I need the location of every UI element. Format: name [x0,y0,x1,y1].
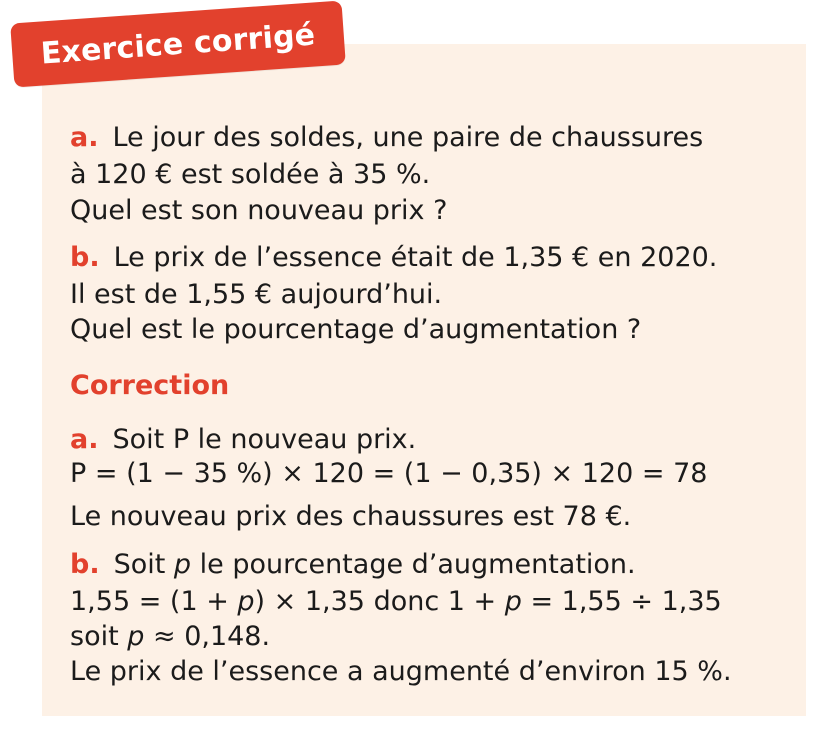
variable-p: p [237,586,255,617]
correction-a-conclusion: Le nouveau prix des chaussures est 78 €. [70,501,632,532]
exercise-a-text-1: Le jour des soldes, une paire de chaussures [112,122,704,153]
exercise-tag-label: Exercice corrigé [39,16,317,72]
exercise-b-label: b. [70,242,100,273]
variable-p: p [173,549,192,580]
correction-b-approx [70,620,270,654]
exercise-a-line-1 [70,121,703,155]
correction-b-approx-pre: soit [70,621,128,652]
correction-b-eq-part-3: = 1,55 ÷ 1,35 [521,586,722,617]
correction-b-equation [70,585,722,619]
correction-b-label: b. [70,549,100,580]
correction-a-label: a. [70,424,99,455]
variable-p: p [504,586,522,617]
exercise-b-line-2: Il est de 1,55 € aujourd’hui. [70,279,443,310]
exercise-b-line-1 [70,241,717,275]
correction-b-conclusion: Le prix de l’essence a augmenté d’environ 15 %. [70,656,732,687]
correction-a-line-1 [70,423,416,457]
correction-b-text-1a: Soit [113,549,174,580]
correction-b-eq-part-1: 1,55 = (1 + [70,586,238,617]
exercise-b-line-3: Quel est le pourcentage d’augmentation ? [70,314,642,345]
exercise-b-text-1: Le prix de l’essence était de 1,35 € en 2020. [113,242,718,273]
correction-b-approx-post: ≈ 0,148. [144,621,271,652]
exercise-a-line-3: Quel est son nouveau prix ? [70,195,448,226]
exercise-a-line-2: à 120 € est soldée à 35 %. [70,159,431,190]
exercise-a-label: a. [70,122,99,153]
correction-a-text-1: Soit P le nouveau prix. [112,424,417,455]
correction-a-equation: P = (1 − 35 %) × 120 = (1 − 0,35) × 120 = 78 [70,458,708,489]
correction-heading: Correction [70,370,230,401]
variable-p: p [127,621,145,652]
correction-b-text-1b: le pourcentage d’augmentation. [191,549,636,580]
correction-b-eq-part-2: ) × 1,35 donc 1 + [254,586,505,617]
correction-b-line-1 [70,548,636,582]
